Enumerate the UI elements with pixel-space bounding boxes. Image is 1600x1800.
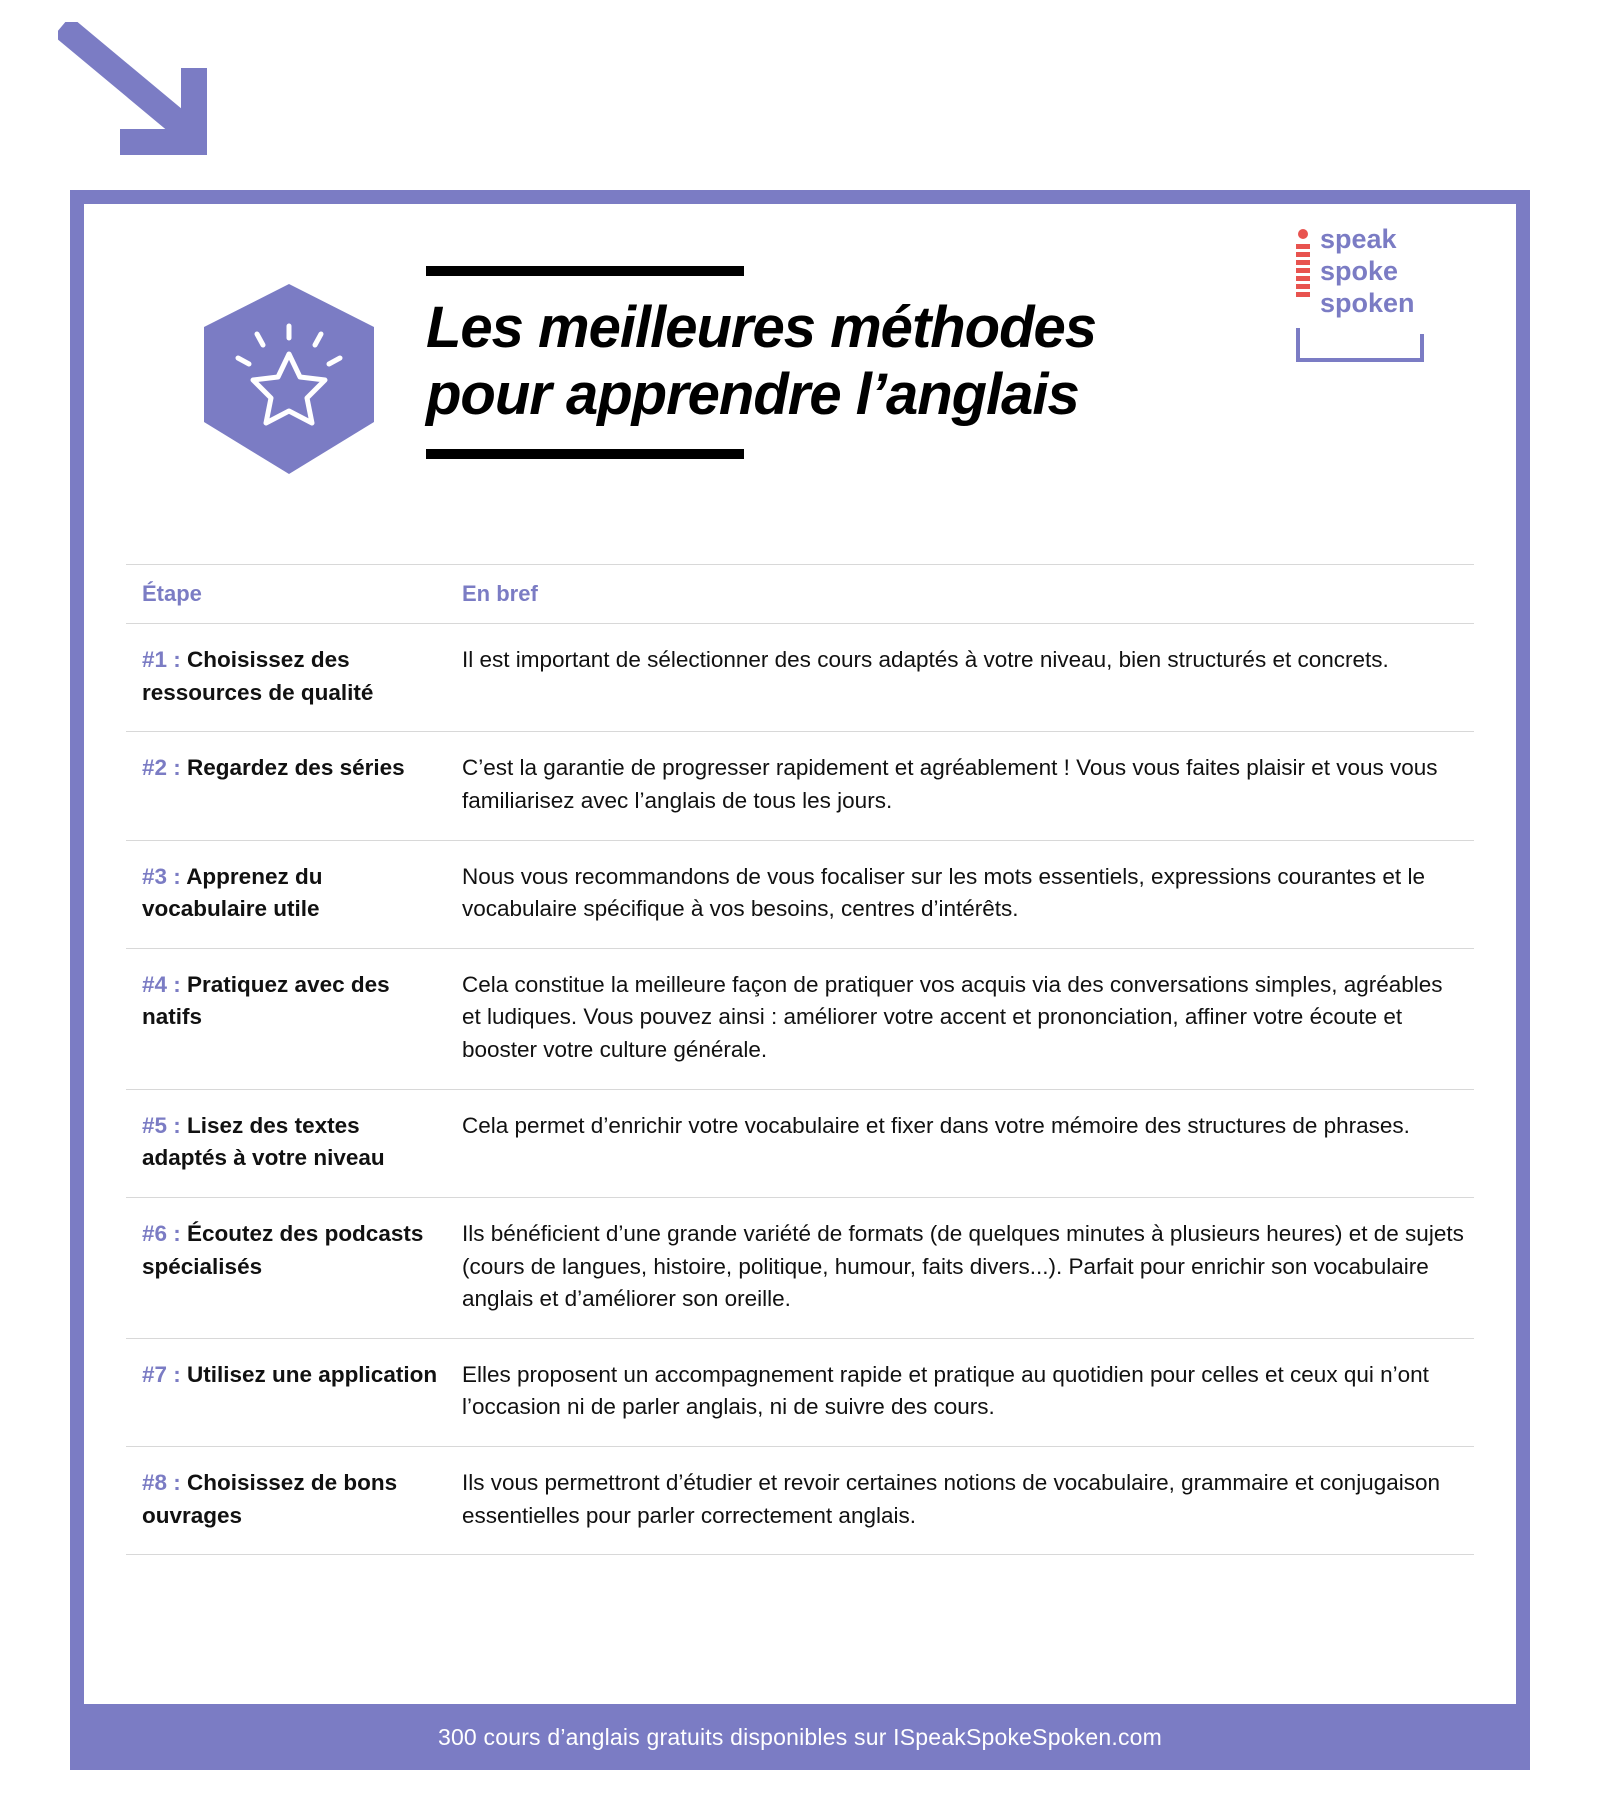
step-number: #1 :	[142, 647, 188, 672]
title-line-1: Les meilleures méthodes	[426, 295, 1097, 360]
table-row	[126, 1338, 1474, 1446]
title-rule-top	[426, 266, 744, 276]
footer-text: 300 cours d’anglais gratuits disponibles sur ISpeakSpokeSpoken.com	[437, 1723, 1163, 1750]
brand-line-1: speak	[1320, 224, 1397, 254]
table-row	[126, 624, 1474, 732]
step-label: Choisissez des ressources de qualité	[142, 647, 374, 705]
step-cell	[126, 840, 446, 948]
brand-logo[interactable]	[1294, 224, 1464, 375]
table-row	[126, 948, 1474, 1089]
brand-underline-icon	[1294, 326, 1464, 375]
table-body	[126, 624, 1474, 1555]
brief-cell: Elles proposent un accompagnement rapide et pratique au quotidien pour celles et ceux qui n’ont l’occasion ni de parler anglais, ni de suivre des cours.	[446, 1338, 1474, 1446]
step-cell	[126, 948, 446, 1089]
table-header-row	[126, 565, 1474, 624]
poster-card	[84, 204, 1516, 1704]
poster-header	[126, 204, 1474, 564]
step-number: #7 :	[142, 1361, 188, 1387]
brand-line-3: spoken	[1320, 287, 1415, 318]
barcode-mark-icon	[1294, 228, 1310, 302]
table-row	[126, 732, 1474, 840]
table-row	[126, 1447, 1474, 1555]
step-label: Regardez des séries	[187, 755, 405, 781]
brand-line-2: spoke	[1320, 255, 1399, 286]
poster-frame	[70, 190, 1530, 1770]
step-cell	[126, 1197, 446, 1338]
step-number: #3 :	[142, 863, 187, 889]
title-rule-bottom	[426, 449, 744, 459]
footer-bar	[84, 1704, 1516, 1770]
table-row	[126, 1197, 1474, 1338]
brief-cell: C’est la garantie de progresser rapidement et agréablement ! Vous vous faites plaisir et vous vous familiarisez avec l’anglais de tous les jours.	[446, 732, 1474, 840]
step-cell	[126, 624, 446, 732]
arrow-down-right-icon	[58, 22, 218, 162]
step-label: Choisissez de bons ouvrages	[142, 1470, 398, 1528]
step-number: #6 :	[142, 1220, 188, 1246]
brief-cell: Cela permet d’enrichir votre vocabulaire et fixer dans votre mémoire des structures de phrases.	[446, 1089, 1474, 1197]
page-title	[426, 294, 1266, 429]
step-label: Utilisez une application	[187, 1361, 438, 1387]
step-number: #5 :	[142, 1112, 188, 1138]
step-cell	[126, 1338, 446, 1446]
step-cell	[126, 1089, 446, 1197]
column-header-step: Étape	[126, 565, 446, 624]
step-cell	[126, 732, 446, 840]
step-label: Pratiquez avec des natifs	[142, 971, 390, 1030]
column-header-brief: En bref	[446, 565, 1474, 624]
step-label: Apprenez du vocabulaire utile	[142, 863, 323, 922]
brief-cell: Il est important de sélectionner des cours adaptés à votre niveau, bien structurés et concrets.	[446, 624, 1474, 732]
brief-cell: Nous vous recommandons de vous focaliser sur les mots essentiels, expressions courantes et le vocabulaire spécifique à vos besoins, centres d’intérêts.	[446, 840, 1474, 948]
brief-cell: Ils bénéficient d’une grande variété de formats (de quelques minutes à plusieurs heures) et de sujets (cours de langues, histoire, politique, humour, faits divers...). Parfait pour enrichir son vocabulaire anglais et d’améliorer son oreille.	[446, 1197, 1474, 1338]
brief-cell: Cela constitue la meilleure façon de pratiquer vos acquis via des conversations simples, agréables et ludiques. Vous pouvez ainsi : améliorer votre accent et prononciation, affiner votre écoute et booster votre culture générale.	[446, 948, 1474, 1089]
table-row	[126, 1089, 1474, 1197]
step-number: #2 :	[142, 755, 188, 781]
step-number: #4 :	[142, 971, 188, 997]
step-label: Écoutez des podcasts spécialisés	[142, 1220, 424, 1279]
title-line-2: pour apprendre l’anglais	[426, 362, 1079, 428]
star-burst-badge-icon	[194, 282, 384, 477]
brief-cell: Ils vous permettront d’étudier et revoir certaines notions de vocabulaire, grammaire et conjugaison essentielles pour parler correctement anglais.	[446, 1447, 1474, 1555]
step-label: Lisez des textes adaptés à votre niveau	[142, 1112, 385, 1171]
step-cell	[126, 1447, 446, 1555]
table-row	[126, 840, 1474, 948]
step-number: #8 :	[142, 1470, 188, 1495]
title-block	[426, 266, 1266, 459]
methods-table	[126, 564, 1474, 1555]
